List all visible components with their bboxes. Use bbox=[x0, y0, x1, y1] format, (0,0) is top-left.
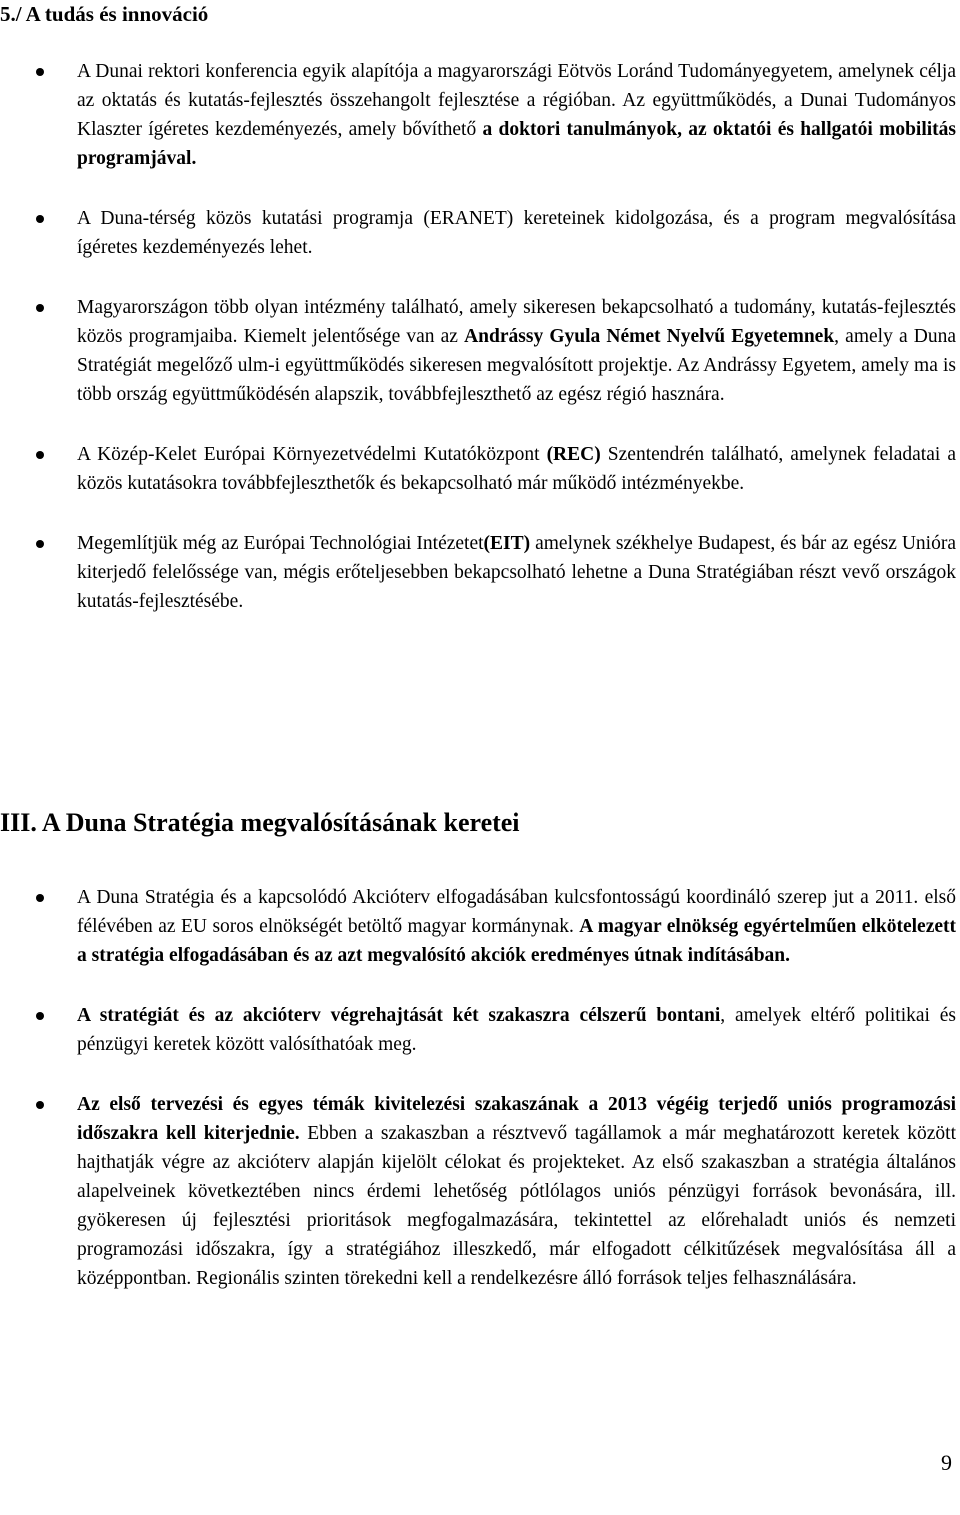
bold-text-run: A stratégiát és az akcióterv végrehajtását két szakaszra célszerű bontani bbox=[77, 1005, 721, 1026]
list-item bbox=[0, 57, 960, 173]
list-item-text bbox=[77, 293, 956, 409]
page-number: 9 bbox=[941, 1450, 952, 1475]
text-run: Magyarországon több olyan intézmény található, amely sikeresen bekapcsolható a tudomány, kutatás-fejlesztés közös programjaiba. Kiemelt jelentősége van az bbox=[77, 297, 956, 347]
list-item-text bbox=[77, 529, 956, 616]
text-run: A Közép-Kelet Európai Környezetvédelmi Kutatóközpont bbox=[77, 444, 547, 465]
bullet-list-strategy-framework bbox=[0, 883, 960, 1293]
list-item bbox=[0, 204, 960, 262]
bullet-icon bbox=[36, 68, 44, 76]
text-run: A Duna-térség közös kutatási programja (ERANET) kereteinek kidolgozása, és a program megvalósítása ígéretes kezdeményezés lehet. bbox=[77, 208, 956, 258]
bold-text-run: a doktori tanulmányok, az oktatói és hallgatói mobilitás programjával. bbox=[77, 119, 956, 169]
list-item-text bbox=[77, 1001, 956, 1059]
bullet-icon bbox=[36, 304, 44, 312]
text-run: amelynek székhelye Budapest, és bár az egész Unióra kiterjedő felelőssége van, mégis erőteljesebben bekapcsolható lehetne a Duna Stratégiában részt vevő országok kutatás-fejlesztésébe. bbox=[77, 533, 956, 612]
list-item bbox=[0, 440, 960, 498]
list-item-text bbox=[77, 1090, 956, 1293]
section-heading-knowledge-innovation: 5./ A tudás és innováció bbox=[0, 2, 209, 26]
bold-text-run: (EIT) bbox=[483, 533, 531, 554]
text-run: , amelyek eltérő politikai és pénzügyi keretek között valósíthatóak meg. bbox=[77, 1005, 956, 1055]
text-run: A Dunai rektori konferencia egyik alapítója a magyarországi Eötvös Loránd Tudományegyetem, amelynek célja az oktatás és kutatás-fejlesztés összehangolt fejlesztése a régióban. Az együttműködés, a Dunai Tudományos Klaszter ígéretes kezdeményezés, amely bővíthető bbox=[77, 61, 956, 140]
bullet-icon bbox=[36, 1101, 44, 1109]
bold-text-run: Az első tervezési és egyes témák kivitelezési szakaszának a 2013 végéig terjedő uniós programozási időszakra kell kiterjednie. bbox=[77, 1094, 956, 1144]
bullet-list-knowledge-innovation bbox=[0, 57, 960, 616]
text-run: Szentendrén található, amelynek feladatai a közös kutatásokra továbbfejleszthetők és bekapcsolható már működő intézményekbe. bbox=[77, 444, 956, 494]
bullet-icon bbox=[36, 540, 44, 548]
bold-text-run: (REC) bbox=[546, 444, 601, 465]
text-run: , amely a Duna Stratégiát megelőző ulm-i együttműködés sikeresen megvalósított projektje. Az Andrássy Egyetem, amely ma is több ország együttműködésén alapszik, továbbfejleszthető az egész régió hasznára. bbox=[77, 326, 956, 405]
list-item bbox=[0, 883, 960, 970]
list-item bbox=[0, 529, 960, 616]
list-item bbox=[0, 1001, 960, 1059]
bullet-icon bbox=[36, 451, 44, 459]
bullet-icon bbox=[36, 1012, 44, 1020]
bold-text-run: A magyar elnökség egyértelműen elkötelezett a stratégia elfogadásában és az azt megvalósító akciók eredményes útnak indításában. bbox=[77, 916, 956, 966]
list-item-text bbox=[77, 440, 956, 498]
section-heading-strategy-framework: III. A Duna Stratégia megvalósításának keretei bbox=[0, 808, 520, 837]
list-item bbox=[0, 1090, 960, 1293]
text-run: Megemlítjük még az Európai Technológiai Intézetet bbox=[77, 533, 484, 554]
list-item-text bbox=[77, 883, 956, 970]
list-item-text bbox=[77, 57, 956, 173]
list-item-text bbox=[77, 204, 956, 262]
text-run: Ebben a szakaszban a résztvevő tagállamok a már meghatározott keretek között hajthatják végre az akcióterv alapján kijelölt célokat és projekteket. Az első szakaszban a stratégia általános alapelveinek következtében nincs érdemi lehetőség pótlólagos uniós pénzügyi források bevonására, ill. gyökeresen új fejlesztési prioritások megfogalmazására, tekintettel az előrehaladt uniós és nemzeti programozási időszakra, így a stratégiához illeszkedő, már elfogadott célkitűzések megvalósítása áll a középpontban. Regionális szinten törekedni kell a rendelkezésre álló források teljes felhasználására. bbox=[77, 1123, 956, 1289]
bullet-icon bbox=[36, 215, 44, 223]
list-item bbox=[0, 293, 960, 409]
bold-text-run: Andrássy Gyula Német Nyelvű Egyetemnek bbox=[464, 326, 835, 347]
bullet-icon bbox=[36, 894, 44, 902]
text-run: A Duna Stratégia és a kapcsolódó Akcióterv elfogadásában kulcsfontosságú koordináló szerep jut a 2011. első félévében az EU soros elnökségét betöltő magyar kormánynak. bbox=[77, 887, 956, 937]
